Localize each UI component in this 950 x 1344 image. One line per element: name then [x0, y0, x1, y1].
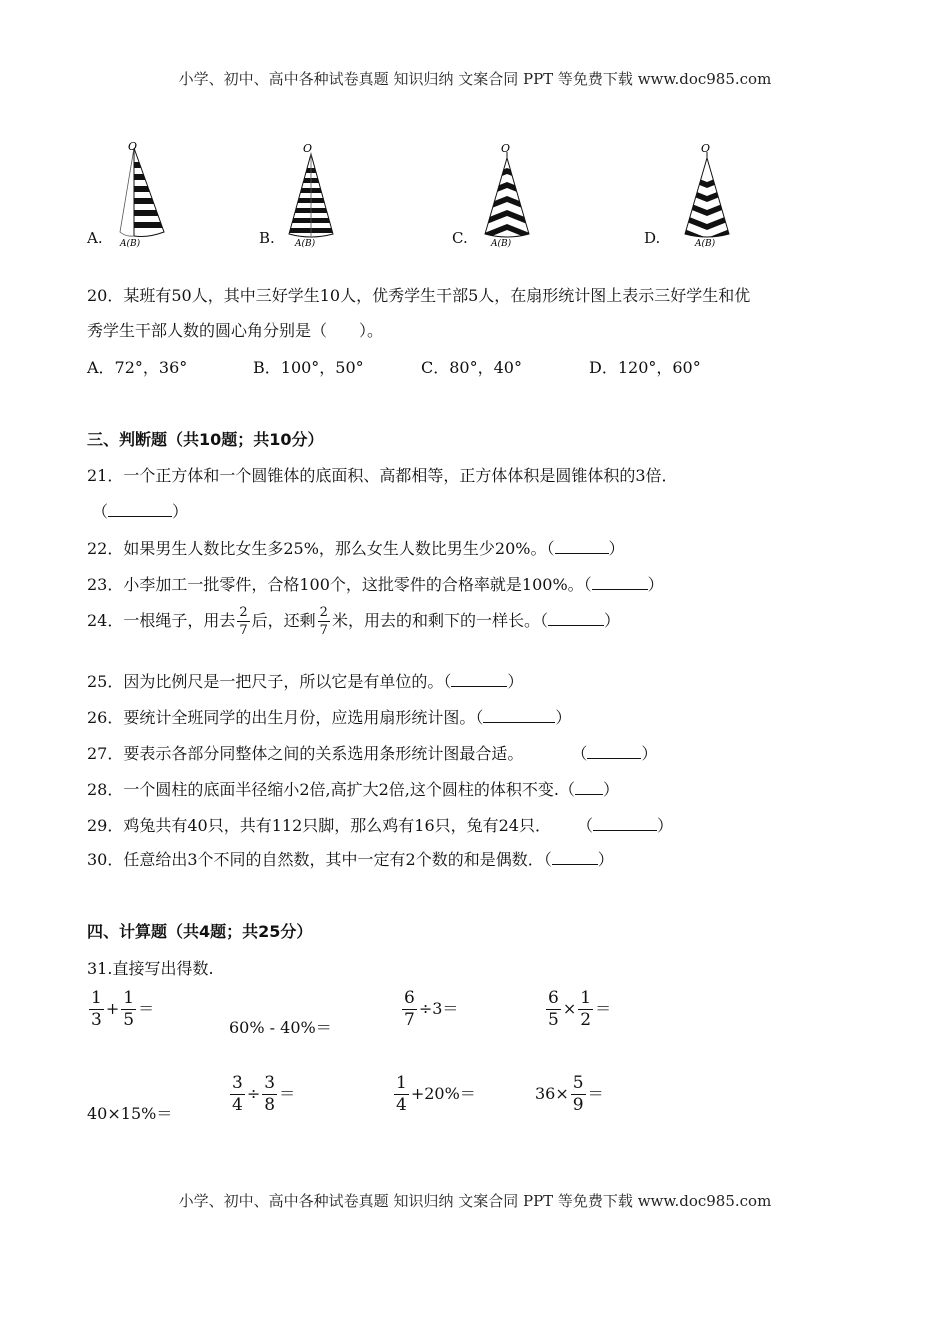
- q29-blank[interactable]: [593, 818, 657, 831]
- q20-option-a[interactable]: A．72°，36°: [87, 358, 188, 377]
- q24-fraction-1: $\frac{2}{7}$: [239, 605, 248, 638]
- cone-b-apex: O: [303, 142, 313, 155]
- calc-r2c3-frac: $\frac{1}{4}$: [396, 1073, 407, 1115]
- calc-r2c4-frac: $\frac{5}{9}$: [572, 1073, 584, 1115]
- q24-blank[interactable]: [548, 613, 604, 626]
- page-footer: 小学、初中、高中各种试卷真题 知识归纳 文案合同 PPT 等免费下载 www.doc985.com: [178, 1192, 772, 1210]
- calc-r1c3: $\frac{6}{7}$ ÷3＝: [404, 988, 459, 1030]
- q19-option-c[interactable]: [452, 228, 468, 247]
- q19-option-a-label: A.: [87, 229, 103, 247]
- cone-b-svg: [283, 140, 343, 248]
- cone-figure-b: [283, 140, 343, 248]
- q23-blank[interactable]: [592, 577, 648, 590]
- q25: 25．因为比例尺是一把尺子，所以它是有单位的。（ ）: [87, 672, 524, 691]
- cone-figure-d: [677, 140, 737, 248]
- q20-option-c[interactable]: C．80°，40°: [421, 358, 522, 377]
- cone-figure-a: [112, 140, 172, 248]
- cone-a-base: A(B): [120, 239, 141, 248]
- cone-d-svg: [677, 140, 737, 248]
- q27-blank[interactable]: [587, 746, 641, 759]
- section-4-title: 四、计算题（共4题；共25分）: [87, 922, 313, 941]
- q27: 27．要表示各部分同整体之间的关系选用条形统计图最合适。 （ ）: [87, 744, 658, 763]
- q23: 23．小李加工一批零件，合格100个，这批零件的合格率就是100%。（ ）: [87, 575, 664, 594]
- cone-c-svg: [477, 140, 537, 248]
- cone-figure-c: [477, 140, 537, 248]
- calc-r1c4-frac-b: $\frac{1}{2}$: [580, 988, 592, 1030]
- q22: 22．如果男生人数比女生多25%，那么女生人数比男生少20%。（ ）: [87, 539, 625, 558]
- q19-option-d-label: D.: [644, 229, 661, 247]
- q22-blank[interactable]: [555, 541, 609, 554]
- q29: 29．鸡兔共有40只，共有112只脚，那么鸡有16只，兔有24只． （ ）: [87, 816, 674, 835]
- q24-fraction-2: $\frac{2}{7}$: [319, 605, 328, 638]
- calc-r1c1-frac-a: $\frac{1}{3}$: [91, 988, 102, 1030]
- q30: 30．任意给出3个不同的自然数，其中一定有2个数的和是偶数．（ ）: [87, 850, 614, 869]
- q19-option-d[interactable]: [644, 228, 660, 247]
- q26-blank[interactable]: [483, 710, 555, 723]
- calc-r2c4: 36× $\frac{5}{9}$ ＝: [535, 1073, 604, 1115]
- calc-r2c2-frac-a: $\frac{3}{4}$: [232, 1073, 243, 1115]
- q30-blank[interactable]: [552, 852, 598, 865]
- calc-r1c1-frac-b: $\frac{1}{5}$: [123, 988, 135, 1030]
- q19-option-a[interactable]: [87, 228, 103, 247]
- cone-d-apex: O: [701, 142, 711, 155]
- calc-r2c2-frac-b: $\frac{3}{8}$: [264, 1073, 276, 1115]
- q19-option-c-label: C.: [452, 229, 468, 247]
- cone-a-apex: O: [128, 140, 138, 153]
- calc-r1c4-frac-a: $\frac{6}{5}$: [548, 988, 559, 1030]
- cone-c-base: A(B): [491, 239, 512, 248]
- calc-r1c1: $\frac{1}{3}$ + $\frac{1}{5}$ ＝: [91, 988, 155, 1030]
- calc-r1c2: 60% - 40%＝: [229, 1018, 332, 1037]
- q25-blank[interactable]: [451, 674, 507, 687]
- q19-figures: [87, 140, 887, 250]
- calc-r2c3: $\frac{1}{4}$ +20%＝: [396, 1073, 476, 1115]
- page-header: 小学、初中、高中各种试卷真题 知识归纳 文案合同 PPT 等免费下载 www.doc985.com: [178, 70, 772, 88]
- q31-title: 31.直接写出得数.: [87, 959, 214, 978]
- calc-r2c1: 40×15%＝: [87, 1104, 173, 1123]
- cone-b-base: A(B): [295, 239, 316, 248]
- q20-line1: 20．某班有50人，其中三好学生10人，优秀学生干部5人，在扇形统计图上表示三好学生和优: [87, 286, 751, 305]
- q21-blank[interactable]: [108, 504, 172, 517]
- q28-blank[interactable]: [575, 782, 603, 795]
- calc-r2c2: $\frac{3}{4}$ ÷ $\frac{3}{8}$ ＝: [232, 1073, 296, 1115]
- section-3-title: 三、判断题（共10题；共10分）: [87, 430, 324, 449]
- cone-c-apex: O: [501, 142, 511, 155]
- q20-option-b[interactable]: B．100°，50°: [253, 358, 364, 377]
- q24: 24．一根绳子，用去 $\frac{2}{7}$ 后，还剩 $\frac{2}{7}$ 米，用去的和剩下的一样长。（ ）: [87, 605, 620, 638]
- q20-line2: 秀学生干部人数的圆心角分别是（ ）。: [87, 321, 384, 340]
- q26: 26．要统计全班同学的出生月份，应选用扇形统计图。（ ）: [87, 708, 572, 727]
- q21-line1: 21．一个正方体和一个圆锥体的底面积、高都相等，正方体体积是圆锥体积的3倍．: [87, 466, 678, 485]
- q21-answer: （ ）: [92, 502, 189, 521]
- q19-option-b-label: B.: [259, 229, 275, 247]
- q20-option-d[interactable]: D．120°，60°: [589, 358, 701, 377]
- calc-r1c4: $\frac{6}{5}$ × $\frac{1}{2}$ ＝: [548, 988, 612, 1030]
- cone-a-svg: [112, 140, 172, 248]
- cone-d-base: A(B): [695, 239, 716, 248]
- q28: 28．一个圆柱的底面半径缩小2倍,高扩大2倍,这个圆柱的体积不变.（ ）: [87, 780, 619, 799]
- calc-r1c3-frac: $\frac{6}{7}$: [404, 988, 415, 1030]
- q19-option-b[interactable]: [259, 228, 275, 247]
